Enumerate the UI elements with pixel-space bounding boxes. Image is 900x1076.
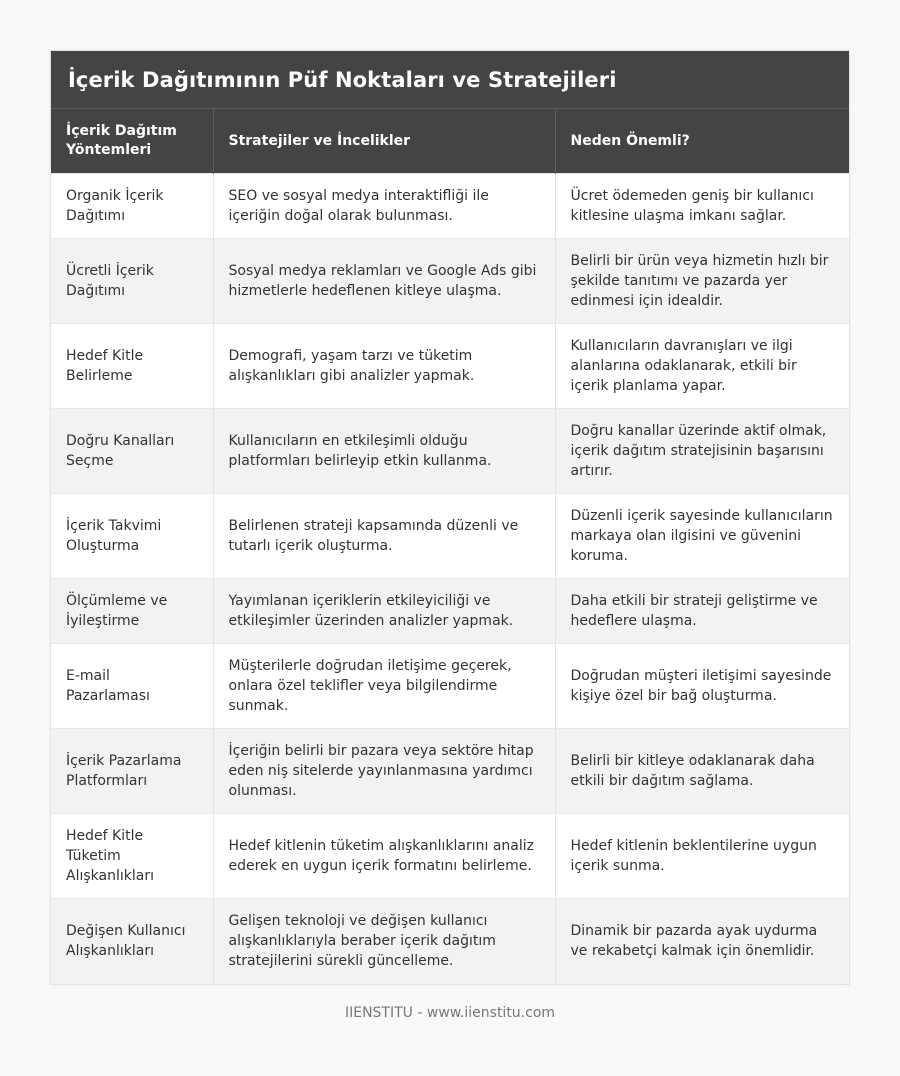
- importance-cell: Hedef kitlenin beklentilerine uygun içerik sunma.: [555, 814, 849, 899]
- method-cell: Hedef Kitle Tüketim Alışkanlıkları: [51, 814, 213, 899]
- strategy-cell: Demografi, yaşam tarzı ve tüketim alışkanlıkları gibi analizler yapmak.: [213, 324, 555, 409]
- footer-credit: IIENSTITU - www.iienstitu.com: [344, 1005, 556, 1021]
- importance-cell: Belirli bir ürün veya hizmetin hızlı bir şekilde tanıtımı ve pazarda yer edinmesi için idealdir.: [555, 239, 849, 324]
- table-row: [51, 324, 849, 409]
- importance-cell: Kullanıcıların davranışları ve ilgi alanlarına odaklanarak, etkili bir içerik planlama yapar.: [555, 324, 849, 409]
- method-cell: Ölçümleme ve İyileştirme: [51, 579, 213, 644]
- table-row: [51, 729, 849, 814]
- importance-cell: Belirli bir kitleye odaklanarak daha etkili bir dağıtım sağlama.: [555, 729, 849, 814]
- column-header-importance: Neden Önemli?: [555, 109, 849, 174]
- strategy-cell: SEO ve sosyal medya interaktifliği ile içeriğin doğal olarak bulunması.: [213, 174, 555, 239]
- method-cell: İçerik Pazarlama Platformları: [51, 729, 213, 814]
- importance-cell: Düzenli içerik sayesinde kullanıcıların markaya olan ilgisini ve güvenini koruma.: [555, 494, 849, 579]
- importance-cell: Doğru kanallar üzerinde aktif olmak, içerik dağıtım stratejisinin başarısını artırır.: [555, 409, 849, 494]
- table-row: [51, 239, 849, 324]
- strategy-cell: Hedef kitlenin tüketim alışkanlıklarını analiz ederek en uygun içerik formatını belirleme.: [213, 814, 555, 899]
- table-row: [51, 174, 849, 239]
- column-header-methods: İçerik Dağıtım Yöntemleri: [51, 109, 213, 174]
- method-cell: Ücretli İçerik Dağıtımı: [51, 239, 213, 324]
- strategy-table-card: [51, 51, 849, 984]
- table-row: [51, 579, 849, 644]
- table-header-row: [51, 109, 849, 174]
- importance-cell: Daha etkili bir strateji geliştirme ve hedeflere ulaşma.: [555, 579, 849, 644]
- table-row: [51, 899, 849, 984]
- method-cell: İçerik Takvimi Oluşturma: [51, 494, 213, 579]
- table-row: [51, 814, 849, 899]
- strategy-cell: Kullanıcıların en etkileşimli olduğu platformları belirleyip etkin kullanma.: [213, 409, 555, 494]
- strategy-table: [51, 109, 849, 984]
- strategy-cell: Sosyal medya reklamları ve Google Ads gibi hizmetlerle hedeflenen kitleye ulaşma.: [213, 239, 555, 324]
- column-header-strategies: Stratejiler ve İncelikler: [213, 109, 555, 174]
- strategy-cell: Müşterilerle doğrudan iletişime geçerek, onlara özel teklifler veya bilgilendirme sunmak.: [213, 644, 555, 729]
- strategy-cell: Gelişen teknoloji ve değişen kullanıcı alışkanlıklarıyla beraber içerik dağıtım stratejilerini sürekli güncelleme.: [213, 899, 555, 984]
- method-cell: Değişen Kullanıcı Alışkanlıkları: [51, 899, 213, 984]
- method-cell: Doğru Kanalları Seçme: [51, 409, 213, 494]
- table-title-bar: [51, 51, 849, 109]
- strategy-cell: Belirlenen strateji kapsamında düzenli ve tutarlı içerik oluşturma.: [213, 494, 555, 579]
- importance-cell: Dinamik bir pazarda ayak uydurma ve rekabetçi kalmak için önemlidir.: [555, 899, 849, 984]
- strategy-cell: İçeriğin belirli bir pazara veya sektöre hitap eden niş sitelerde yayınlanmasına yardımcı olunması.: [213, 729, 555, 814]
- importance-cell: Ücret ödemeden geniş bir kullanıcı kitlesine ulaşma imkanı sağlar.: [555, 174, 849, 239]
- table-row: [51, 644, 849, 729]
- method-cell: E-mail Pazarlaması: [51, 644, 213, 729]
- table-title: İçerik Dağıtımının Püf Noktaları ve Stratejileri: [68, 67, 617, 92]
- table-row: [51, 409, 849, 494]
- method-cell: Organik İçerik Dağıtımı: [51, 174, 213, 239]
- strategy-cell: Yayımlanan içeriklerin etkileyiciliği ve etkileşimler üzerinden analizler yapmak.: [213, 579, 555, 644]
- importance-cell: Doğrudan müşteri iletişimi sayesinde kişiye özel bir bağ oluşturma.: [555, 644, 849, 729]
- method-cell: Hedef Kitle Belirleme: [51, 324, 213, 409]
- table-row: [51, 494, 849, 579]
